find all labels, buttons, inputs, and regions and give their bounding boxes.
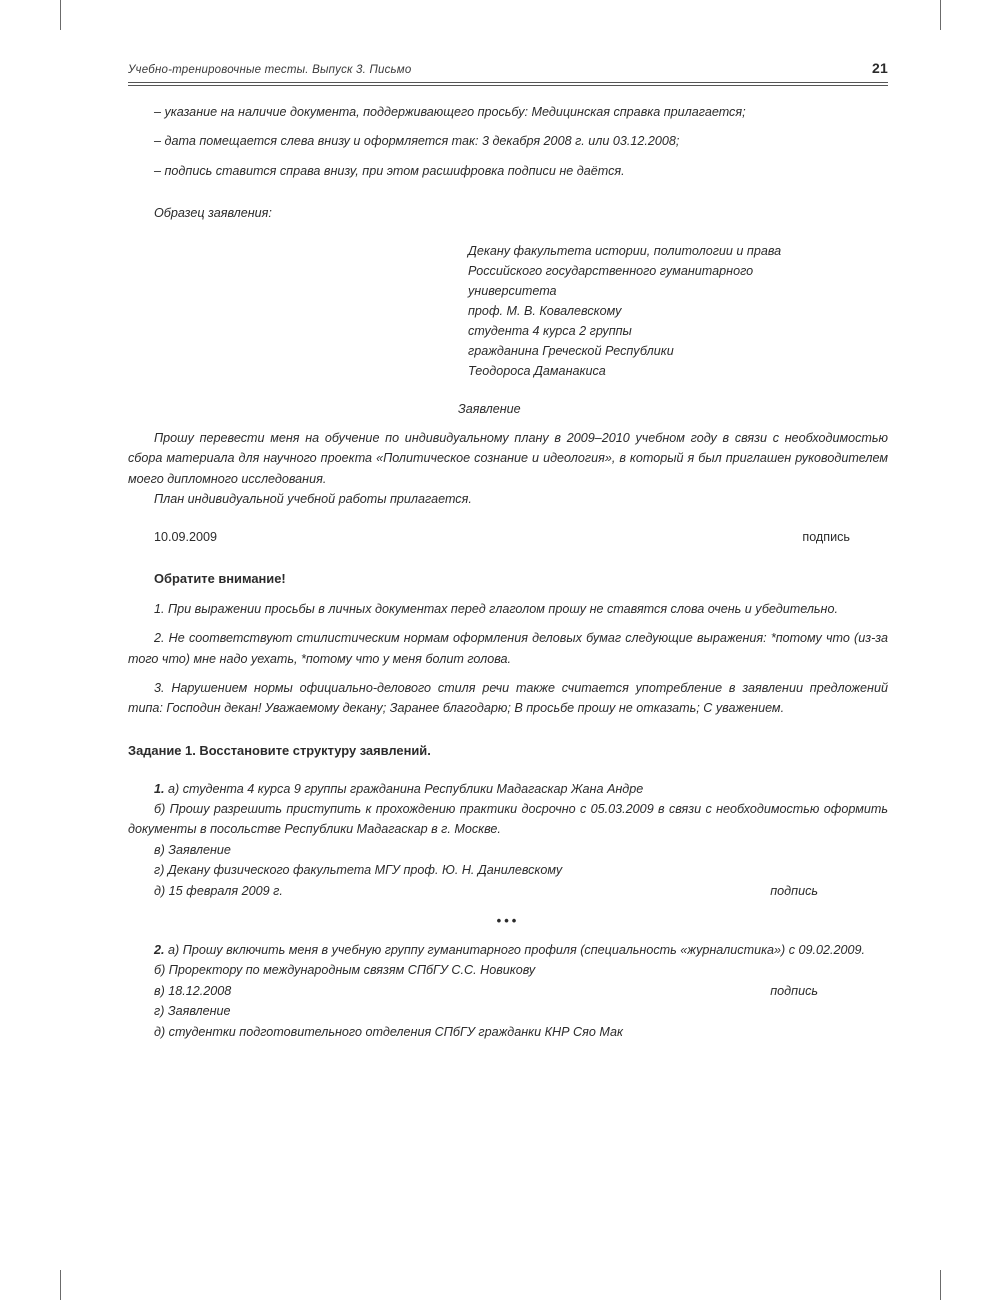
task-item-1-date-row	[128, 881, 888, 901]
task-item-2-text-a: а) Прошу включить меня в учебную группу гуманитарного профиля (специальность «журналистика») с 09.02.2009.	[164, 943, 866, 958]
addressee-line: проф. М. В. Ковалевскому	[468, 303, 622, 318]
attention-title: Обратите внимание!	[154, 570, 286, 586]
body	[128, 102, 888, 1042]
task-item-1-date: д) 15 февраля 2009 г.	[154, 883, 283, 898]
task-number: Задание 1.	[128, 742, 196, 758]
addressee-line: Декану факультета истории, политологии и права	[468, 243, 782, 258]
task-item-2-date-row	[128, 981, 888, 1001]
bullet-date: – дата помещается слева внизу и оформляется так: 3 декабря 2008 г. или 03.12.2008;	[154, 134, 680, 149]
task-item-1-line-g: г) Декану физического факультета МГУ проф. Ю. Н. Данилевскому	[154, 863, 563, 878]
running-title: Учебно-тренировочные тесты. Выпуск 3. Письмо	[128, 64, 412, 76]
header-rule	[128, 82, 888, 86]
sample-title: Заявление	[458, 401, 521, 416]
addressee-line: Теодороса Даманакиса	[468, 364, 606, 379]
sample-signature-label: подпись	[802, 529, 850, 544]
task-item-1-line-v: в) Заявление	[154, 842, 231, 857]
sample-body-first: Прошу перевести меня на обучение по индивидуальному плану в 2009–2010 учебном году в связи с необходимостью сбора материала для научного проекта «Политическое сознание и идеология», в который я был приглашен руководителем моего дипломного исследования.	[128, 430, 888, 486]
addressee-line: гражданина Греческой Республики	[468, 344, 674, 359]
task-item-1-line-b: б) Прошу разрешить приступить к прохождению практики досрочно с 05.03.2009 в связи с необходимостью оформить документы в посольстве Республики Мадагаскар в г. Москве.	[128, 802, 888, 837]
task-item-1-line-a	[128, 779, 888, 799]
attention-item-3: 3. Нарушением нормы официально-делового стиля речи также считается употребление в заявлении предложений типа: Господин декан! Уважаемому декану; Заранее благодарю; В просьбе прошу не отказать; С уважением.	[128, 680, 888, 716]
addressee-line: университета	[468, 283, 557, 298]
bullet-document: – указание на наличие документа, поддерживающего просьбу: Медицинская справка прилагается;	[154, 105, 746, 119]
attention-item-1: 1. При выражении просьбы в личных документах перед глаголом прошу не ставятся слова очень и убедительно.	[154, 601, 838, 616]
task-instruction: Восстановите структуру заявлений.	[195, 742, 431, 758]
task-item-2-line-b: б) Проректору по международным связям СПбГУ С.С. Новикову	[154, 963, 536, 978]
crop-mark-top-left	[60, 0, 61, 30]
task-item-1-text-a: а) студента 4 курса 9 группы гражданина Республики Мадагаскар Жана Андре	[164, 781, 644, 796]
addressee-line: студента 4 курса 2 группы	[468, 324, 632, 339]
sample-date-signature-row	[128, 527, 888, 547]
sample-date: 10.09.2009	[154, 529, 218, 544]
section-separator: •••	[496, 913, 520, 928]
running-head	[128, 60, 888, 76]
crop-mark-bottom-left	[60, 1270, 61, 1300]
task-item-2-signature-label: подпись	[770, 983, 818, 998]
task-item-2-line-a	[128, 940, 888, 960]
sample-body-second: План индивидуальной учебной работы прилагается.	[154, 492, 472, 507]
crop-mark-bottom-right	[940, 1270, 941, 1300]
task-item-2-line-g: г) Заявление	[154, 1004, 231, 1019]
page-content	[128, 60, 888, 1042]
task-item-2-number: 2.	[154, 943, 165, 958]
task-item-2-date: в) 18.12.2008	[154, 983, 232, 998]
sample-addressee	[468, 241, 888, 382]
addressee-line: Российского государственного гуманитарного	[468, 263, 754, 278]
bullet-signature: – подпись ставится справа внизу, при этом расшифровка подписи не даётся.	[154, 163, 625, 178]
crop-mark-top-right	[940, 0, 941, 30]
task-item-1-number: 1.	[154, 781, 165, 796]
sample-label: Образец заявления:	[154, 206, 272, 221]
task-title	[128, 741, 888, 762]
task-item-1-signature-label: подпись	[770, 883, 818, 898]
attention-item-2: 2. Не соответствуют стилистическим нормам оформления деловых бумаг следующие выражения: *потому что (из-за того что) мне надо уехать, *потому что у меня болит голова.	[128, 631, 888, 666]
page-number: 21	[872, 60, 888, 76]
task-item-2-line-d: д) студентки подготовительного отделения СПбГУ гражданки КНР Сяо Мак	[154, 1024, 623, 1039]
